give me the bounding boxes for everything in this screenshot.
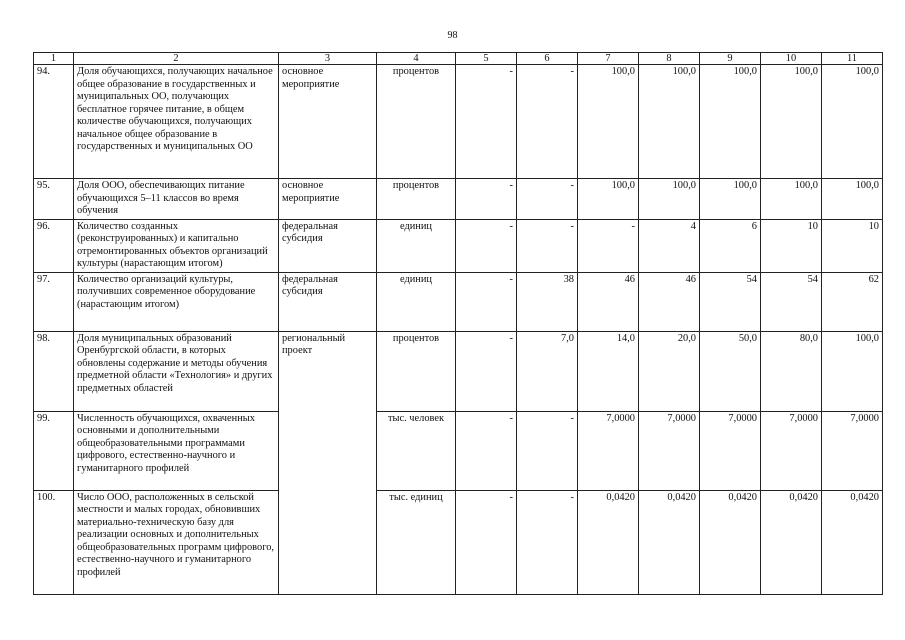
table-row bbox=[34, 331, 883, 411]
value-col-10: 10 bbox=[761, 219, 822, 272]
indicator-name: Доля обучающихся, получающих начальное общее образование в государственных и муниципальных ОО, получающих бесплатное горячее питание, в общем количестве обучающихся, получающих начальное общее образование в государственных и муниципальных ОО bbox=[74, 65, 279, 179]
indicator-type: федеральная субсидия bbox=[279, 219, 377, 272]
value-col-11: 100,0 bbox=[822, 65, 883, 179]
row-number: 97. bbox=[34, 272, 74, 331]
column-header: 10 bbox=[761, 53, 822, 65]
indicator-name: Численность обучающихся, охваченных основными и дополнительными общеобразовательными программами цифрового, естественно-научного и гуманитарного профилей bbox=[74, 411, 279, 490]
indicator-unit: процентов bbox=[377, 331, 456, 411]
value-col-5: - bbox=[456, 490, 517, 594]
value-col-7: 14,0 bbox=[578, 331, 639, 411]
row-number: 96. bbox=[34, 219, 74, 272]
value-col-8: 7,0000 bbox=[639, 411, 700, 490]
value-col-7: 46 bbox=[578, 272, 639, 331]
value-col-5: - bbox=[456, 219, 517, 272]
indicator-unit: процентов bbox=[377, 179, 456, 220]
page-number: 98 bbox=[447, 30, 458, 41]
table-row bbox=[34, 65, 883, 179]
value-col-8: 100,0 bbox=[639, 65, 700, 179]
value-col-6: - bbox=[517, 179, 578, 220]
value-col-10: 0,0420 bbox=[761, 490, 822, 594]
value-col-11: 62 bbox=[822, 272, 883, 331]
column-header: 6 bbox=[517, 53, 578, 65]
column-header: 11 bbox=[822, 53, 883, 65]
value-col-11: 100,0 bbox=[822, 331, 883, 411]
column-header: 2 bbox=[74, 53, 279, 65]
value-col-10: 54 bbox=[761, 272, 822, 331]
indicator-type: федеральная субсидия bbox=[279, 272, 377, 331]
indicator-unit: единиц bbox=[377, 272, 456, 331]
value-col-8: 4 bbox=[639, 219, 700, 272]
indicator-name: Количество организаций культуры, получивших современное оборудование (нарастающим итогом) bbox=[74, 272, 279, 331]
value-col-9: 6 bbox=[700, 219, 761, 272]
column-header: 8 bbox=[639, 53, 700, 65]
row-number: 99. bbox=[34, 411, 74, 490]
indicator-type: основное мероприятие bbox=[279, 65, 377, 179]
value-col-6: - bbox=[517, 490, 578, 594]
value-col-5: - bbox=[456, 272, 517, 331]
row-number: 94. bbox=[34, 65, 74, 179]
value-col-10: 100,0 bbox=[761, 65, 822, 179]
value-col-9: 100,0 bbox=[700, 65, 761, 179]
table-row bbox=[34, 179, 883, 220]
indicators-table bbox=[33, 52, 883, 595]
value-col-7: 0,0420 bbox=[578, 490, 639, 594]
value-col-5: - bbox=[456, 411, 517, 490]
value-col-6: - bbox=[517, 219, 578, 272]
column-header: 9 bbox=[700, 53, 761, 65]
table-row bbox=[34, 219, 883, 272]
value-col-5: - bbox=[456, 331, 517, 411]
indicator-type: основное мероприятие bbox=[279, 179, 377, 220]
row-number: 100. bbox=[34, 490, 74, 594]
column-header: 3 bbox=[279, 53, 377, 65]
table-row bbox=[34, 411, 883, 490]
column-header: 5 bbox=[456, 53, 517, 65]
value-col-11: 0,0420 bbox=[822, 490, 883, 594]
column-header: 7 bbox=[578, 53, 639, 65]
value-col-8: 100,0 bbox=[639, 179, 700, 220]
table-row bbox=[34, 490, 883, 594]
value-col-10: 7,0000 bbox=[761, 411, 822, 490]
value-col-10: 100,0 bbox=[761, 179, 822, 220]
value-col-6: - bbox=[517, 65, 578, 179]
indicator-name: Доля муниципальных образований Оренбургской области, в которых обновлены содержание и методы обучения предметной области «Технология» и других предметных областей bbox=[74, 331, 279, 411]
indicator-unit: тыс. единиц bbox=[377, 490, 456, 594]
value-col-9: 0,0420 bbox=[700, 490, 761, 594]
column-header: 1 bbox=[34, 53, 74, 65]
value-col-6: 38 bbox=[517, 272, 578, 331]
value-col-10: 80,0 bbox=[761, 331, 822, 411]
value-col-9: 50,0 bbox=[700, 331, 761, 411]
value-col-11: 10 bbox=[822, 219, 883, 272]
value-col-11: 7,0000 bbox=[822, 411, 883, 490]
indicator-type: региональный проект bbox=[279, 331, 377, 594]
value-col-6: 7,0 bbox=[517, 331, 578, 411]
column-header: 4 bbox=[377, 53, 456, 65]
value-col-11: 100,0 bbox=[822, 179, 883, 220]
value-col-5: - bbox=[456, 179, 517, 220]
value-col-7: 7,0000 bbox=[578, 411, 639, 490]
value-col-8: 20,0 bbox=[639, 331, 700, 411]
indicator-unit: единиц bbox=[377, 219, 456, 272]
indicator-name: Количество созданных (реконструированных) и капитально отремонтированных объектов организаций культуры (нарастающим итогом) bbox=[74, 219, 279, 272]
value-col-9: 54 bbox=[700, 272, 761, 331]
value-col-9: 100,0 bbox=[700, 179, 761, 220]
value-col-7: 100,0 bbox=[578, 179, 639, 220]
indicator-unit: процентов bbox=[377, 65, 456, 179]
value-col-8: 46 bbox=[639, 272, 700, 331]
value-col-7: - bbox=[578, 219, 639, 272]
row-number: 95. bbox=[34, 179, 74, 220]
row-number: 98. bbox=[34, 331, 74, 411]
value-col-7: 100,0 bbox=[578, 65, 639, 179]
value-col-9: 7,0000 bbox=[700, 411, 761, 490]
header-row bbox=[34, 53, 883, 65]
indicator-unit: тыс. человек bbox=[377, 411, 456, 490]
value-col-5: - bbox=[456, 65, 517, 179]
table-row bbox=[34, 272, 883, 331]
indicator-name: Доля ООО, обеспечивающих питание обучающихся 5–11 классов во время обучения bbox=[74, 179, 279, 220]
indicator-name: Число ООО, расположенных в сельской местности и малых городах, обновивших материально-техническую базу для реализации основных и дополнительных общеобразовательных программ цифрового, естественно-научного и гуманитарного профилей bbox=[74, 490, 279, 594]
value-col-8: 0,0420 bbox=[639, 490, 700, 594]
value-col-6: - bbox=[517, 411, 578, 490]
